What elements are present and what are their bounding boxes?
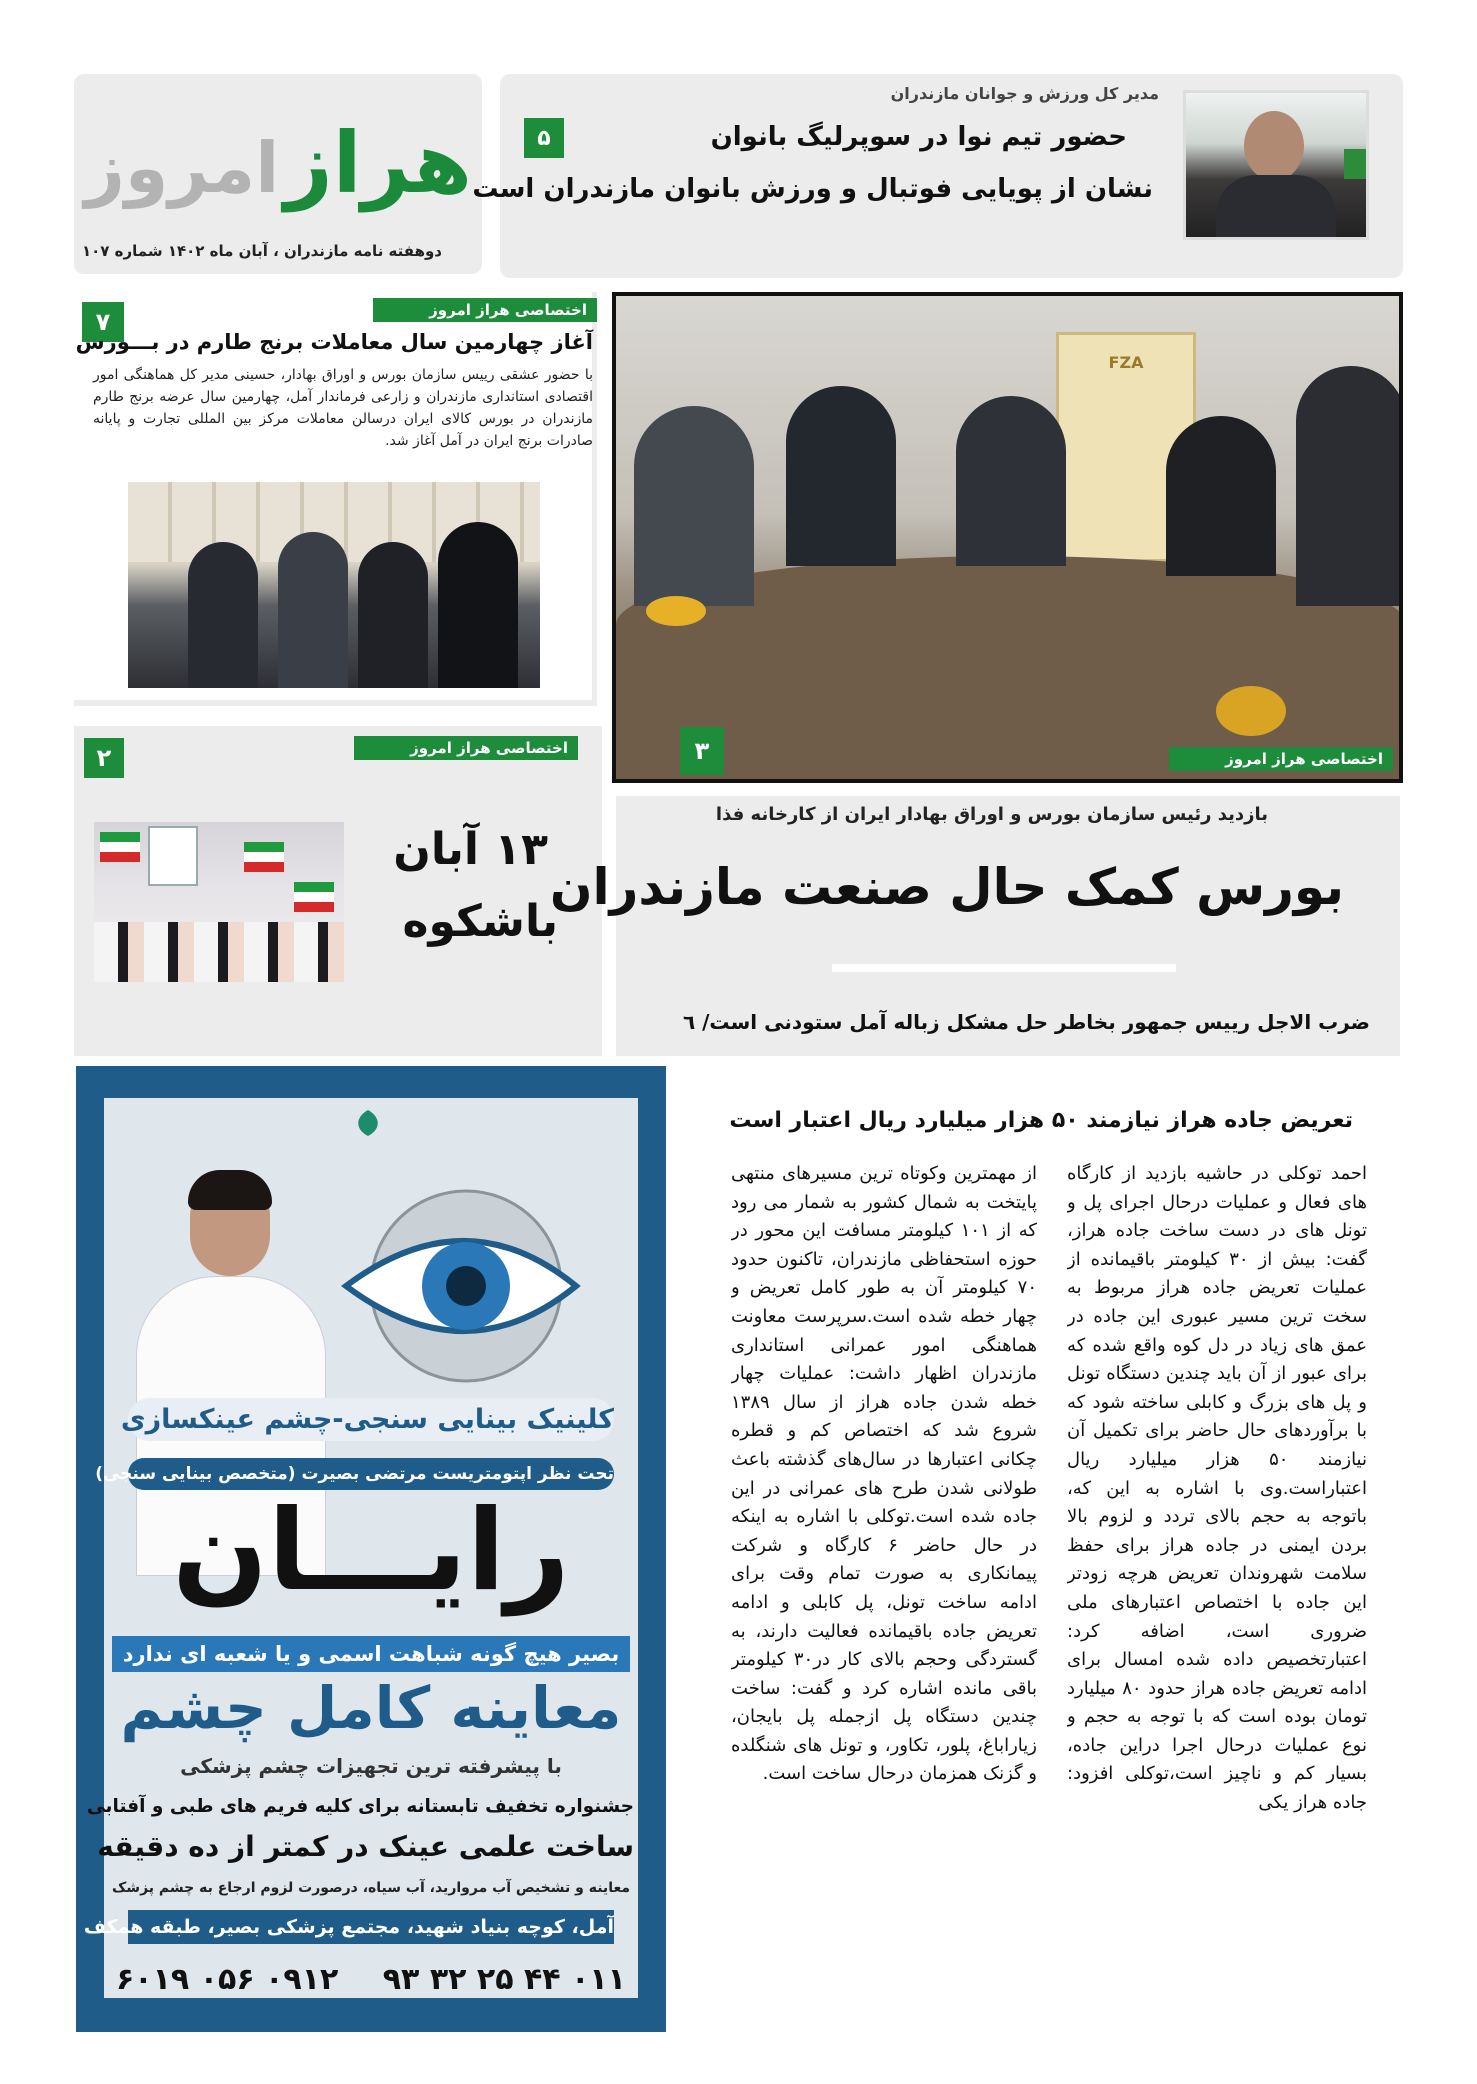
main-photo-sign-text: FZA — [1108, 353, 1144, 372]
rice-story-tag: اختصاصی هراز امروز — [373, 298, 597, 322]
aban-story-line2: باشکوه — [402, 896, 558, 947]
ad-leaf-icon — [348, 1106, 388, 1140]
ad-notice: بصیر هیچ گونه شباهت اسمی و یا شعبه ای ندارد — [112, 1636, 630, 1672]
top-story-page-number: ۵ — [524, 118, 564, 158]
aban-story-panel — [74, 726, 602, 1056]
ad-supervision: تحت نظر اپتومتریست مرتضی بصیرت (متخصص بینایی سنجی) — [128, 1458, 614, 1490]
main-person-3 — [956, 396, 1066, 566]
lead-story-panel — [549, 796, 1400, 1056]
rice-story-title: آغاز چهارمین سال معاملات برنج طارم در بـــورس — [75, 330, 593, 354]
main-person-4 — [1166, 416, 1276, 576]
main-photo-page-number: ۳ — [680, 727, 724, 775]
top-story-line1: حضور تیم نوا در سوپرلیگ بانوان — [710, 122, 1127, 152]
ad-exam: معاینه کامل چشم — [120, 1674, 622, 1742]
main-photo-fruit — [646, 596, 706, 626]
ad-brand: رایـــان — [172, 1486, 570, 1616]
eye-icon — [316, 1186, 586, 1386]
article-column-left — [731, 1160, 1037, 1960]
top-story-line2: نشان از پویایی فوتبال و ورزش بانوان مازندران است — [472, 174, 1153, 204]
rice-story-panel — [74, 292, 597, 706]
masthead-name-2: امروز — [84, 127, 280, 209]
aban-story-line1: ۱۳ آبان — [393, 824, 548, 875]
portrait-body — [1216, 175, 1336, 240]
rice-person-4 — [438, 522, 518, 688]
ad-services: معاینه و تشخیص آب مروارید، آب سیاه، درصورت لزوم ارجاع به چشم پزشک — [111, 1880, 631, 1896]
top-story-kicker: مدیر کل ورزش و جوانان مازندران — [890, 84, 1159, 103]
article-text-right: احمد توکلی در حاشیه بازدید از کارگاه های فعال و عملیات درحال اجرای پل و تونل های در دست ساخت جاده هراز، گفت: بیش از ۳۰ کیلومتر باقیمانده از عملیات تعریض جاده هراز مربوط به سخت ترین مسیر عبوری این جاده در عمق های زیاد در دل کوه واقع شده که برای عبور از آن باید چندین دستگاه تونل و پل های بزرگ و کابلی ساخته شود که با برآوردهای حال حاضر برای تکمیل آن نیازمند ۵۰ هزار میلیارد ریال اعتباراست.وی با اشاره به این که، باتوجه به حجم بالای تردد و لزوم بالا بردن ایمنی در جاده هراز برای حفظ سلامت شهروندان تعریض هرچه زودتر این جاده با اختصاص اعتبارهای ملی ضروری است، اضافه کرد: اعتبارتخصیص داده شده امسال برای ادامه تعریض جاده هراز حدود ۸۰ میلیارد تومان بوده است که با توجه به حجم و نوع عملیات درحال اجرا دراین جاده، بسیار کم و ناچیز است،توکلی افزود: جاده هراز یکی — [1067, 1163, 1367, 1814]
ad-festival: جشنواره تخفیف تابستانه برای کلیه فریم های طبی و آفتابی — [86, 1796, 634, 1817]
top-story-photo — [1183, 90, 1369, 240]
ad-panel — [76, 1066, 666, 2032]
main-photo-fruit-2 — [1216, 686, 1286, 736]
masthead-subtitle: دوهفته نامه مازندران ، آبان ماه ۱۴۰۲ شماره ۱۰۷ — [81, 242, 442, 260]
rice-story-photo — [128, 482, 540, 688]
ad-phone-landline[interactable]: ۰۱۱ ۴۴ ۲۵ ۳۲ ۹۳ — [382, 1962, 626, 1997]
masthead-logo — [82, 114, 472, 224]
article-column-right — [1067, 1160, 1367, 1960]
lead-story-sub: ضرب الاجل رییس جمهور بخاطر حل مشکل زباله آمل ستودنی است/ ٦ — [682, 1010, 1370, 1034]
ad-person-hair — [188, 1170, 272, 1210]
ad-address: آمل، کوچه بنیاد شهید، مجتمع پزشکی بصیر، طبقه همکف — [128, 1910, 614, 1944]
top-story-panel — [472, 74, 1403, 278]
rice-person-2 — [278, 532, 348, 688]
lead-story-kicker: بازدید رئیس سازمان بورس و اوراق بهادار ایران از کارخانه فذا — [715, 804, 1268, 825]
rice-story-body: با حضور عشقی رییس سازمان بورس و اوراق بهادار، حسینی مدیر کل هماهنگی امور اقتصادی استانداری مازندران و زارعی فرماندار آمل، چهارمین سال عرضه برنج طارم مازندران در بورس کالای ایران درسالن معاملات مرکز بین المللی تجارت و پایانه صادرات برنج ایران در آمل آغاز شد. — [93, 367, 593, 449]
main-photo-frame — [612, 292, 1403, 783]
masthead-name-1: هراز — [284, 114, 472, 212]
article-title: تعریض جاده هراز نیازمند ۵۰ هزار میلیارد ریال اعتبار است — [729, 1108, 1353, 1133]
aban-flag-1 — [100, 832, 140, 862]
aban-flag-3 — [294, 882, 334, 912]
aban-story-photo — [94, 822, 344, 982]
rice-person-3 — [358, 542, 428, 688]
ad-phone-mobile[interactable]: ۰۹۱۲ ۰۵۶ ۶۰۱۹ — [116, 1962, 339, 1997]
aban-sign — [148, 826, 198, 886]
lead-story-divider — [832, 964, 1176, 972]
aban-crowd — [94, 922, 344, 982]
portrait-flag — [1344, 149, 1366, 179]
aban-story-page-number: ۲ — [84, 738, 124, 778]
masthead-panel — [74, 74, 482, 274]
article-text-left: از مهمترین وکوتاه ترین مسیرهای منتهی پایتخت به شمال کشور به شمار می رود که از ۱۰۱ کیلومتر مسافت این محور در حوزه استحفاظی مازندران، تاکنون حدود ۷۰ کیلومتر آن به طور کامل تعریض و چهار خطه شده است.سرپرست معاونت هماهنگی امور عمرانی استانداری مازندران اظهار داشت: عملیات چهار خطه شدن جاده هراز از سال ۱۳۸۹ شروع شد که اختصاص کم و قطره چکانی اعتبارها در سال‌های گذشته باعث طولانی شدن طرح های عمرانی در این جاده شده است.توکلی با اشاره به اینکه در حال حاضر ۶ کارگاه و شرکت پیمانکاری به صورت تمام وقت برای ادامه ساخت تونل، پل کابلی و ادامه تعریض جاده باقیمانده فعالیت دارند، به گستردگی وحجم بالای کار در۳۰ کیلومتر باقی مانده اشاره کرد و گفت: ساخت چندین دستگاه پل ازجمله پل بایجان، زیاراباغ، پلور، تکاور، و تونل های شنگلده و گزنک همزمان درحال ساخت است. — [731, 1163, 1037, 1785]
main-person-5 — [1296, 366, 1403, 606]
ad-equipment: با پیشرفته ترین تجهیزات چشم پزشکی — [180, 1754, 562, 1778]
lead-story-headline: بورس کمک حال صنعت مازندران — [549, 858, 1344, 916]
ad-phones — [116, 1962, 626, 1997]
rice-person-1 — [188, 542, 258, 688]
ad-clinic-title: کلینیک بینایی سنجی-چشم عینکسازی — [128, 1398, 614, 1441]
ad-fast: ساخت علمی عینک در کمتر از ده دقیقه — [97, 1830, 634, 1863]
rice-story-page-number: ۷ — [82, 302, 124, 342]
aban-flag-2 — [244, 842, 284, 872]
main-person-1 — [634, 406, 754, 606]
main-person-2 — [786, 386, 896, 566]
aban-story-tag: اختصاصی هراز امروز — [354, 736, 578, 760]
portrait-head — [1244, 111, 1304, 181]
main-photo-tag: اختصاصی هراز امروز — [1169, 747, 1393, 771]
